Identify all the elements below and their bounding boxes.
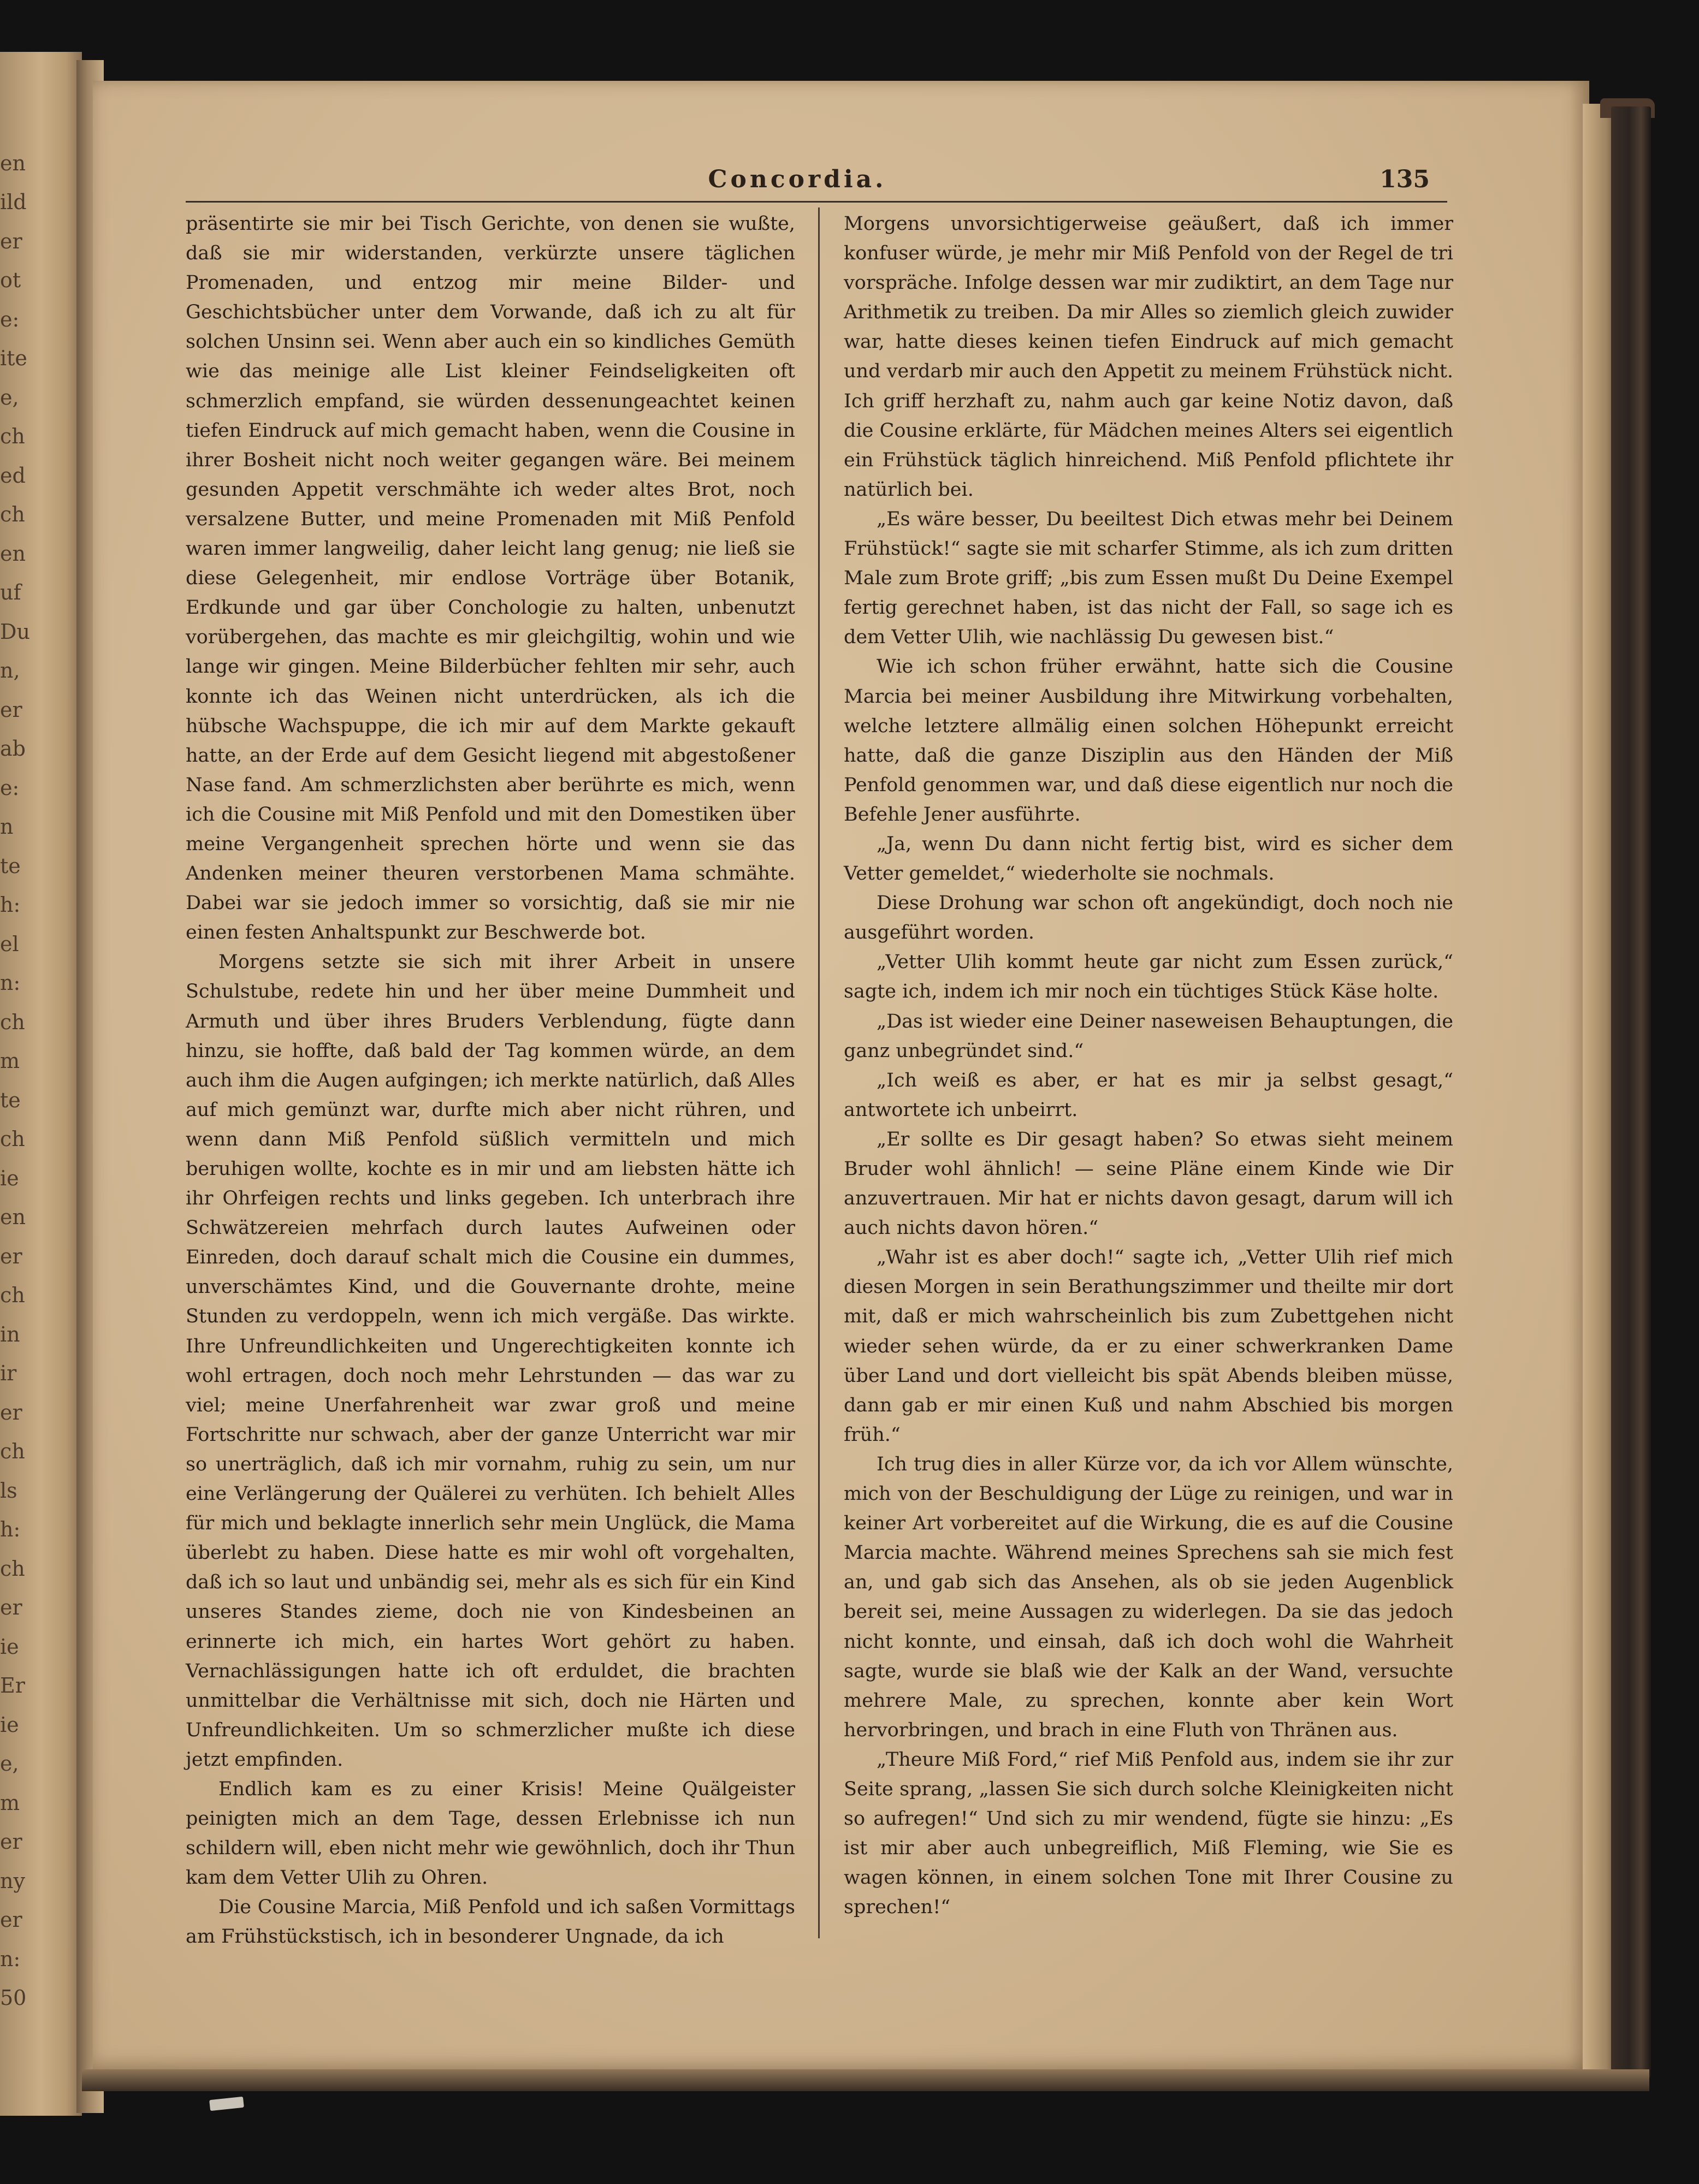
margin-fragment: ny [0,1868,25,1893]
page-title: Concordia. [708,165,887,193]
margin-fragment: m [0,1790,20,1815]
margin-fragment: er [0,229,22,253]
margin-fragment: ot [0,268,21,293]
paragraph: Morgens setzte sie sich mit ihrer Arbeit in unsere Schulstube, redete hin und her über meine Dummheit und Armuth und über ihres Bruders Verblendung, fügte dann hinzu, sie hoffte, daß bald der Tag kommen würde, an dem auch ihm die Augen aufgingen; ich merkte natürlich, daß Alles auf mich gemünzt war, durfte mich aber nicht rühren, und wenn dann Miß Penfold süßlich vermitteln und mich beruhigen wollte, kochte es in mir und am liebsten hätte ich ihr Ohrfeigen rechts und links gegeben. Ich unterbrach ihre Schwätzereien mehrfach durch lautes Aufweinen oder Einreden, doch darauf schalt mich die Cousine ein dummes, unverschämtes Kind, und die Gouvernante drohte, meine Stunden zu verdoppeln, wenn ich mich vergäße. Das wirkte. Ihre Unfreundlichkeiten und Ungerechtigkeiten konnte ich wohl ertragen, doch noch mehr Lehrstunden — das war zu viel; meine Unerfahrenheit war zwar groß und meine Fortschritte nur schwach, aber der ganze Unterricht war mir so unerträglich, daß ich mir vornahm, ruhig zu sein, um nur eine Verlängerung der Quälerei zu verhüten. Ich behielt Alles für mich und beklagte innerlich sehr mein Unglück, die Mama überlebt zu haben. Diese hatte es mir wohl oft vorgehalten, daß ich so laut und unbändig sei, mehr als es sich für ein Kind unseres Standes zieme, doch nie von Kindesbeinen an erinnerte ich mich, ein hartes Wort gehört zu haben. Vernachlässigungen hatte ich oft erduldet, die brachten unmittelbar die Verhältnisse mit sich, doch nie Härten und Unfreundlichkeiten. Um so schmerzlicher mußte ich diese jetzt empfinden. [186,951,795,1771]
margin-fragment: in [0,1322,20,1346]
margin-fragment: el [0,931,19,956]
margin-fragment: ie [0,1712,19,1737]
paragraph: Morgens unvorsichtigerweise geäußert, daß ich immer konfuser würde, je mehr mir Miß Penfold von der Regel de tri vorspräche. Infolge dessen war mir zudiktirt, an dem Tage nur Arithmetik zu treiben. Da mir Alles so ziemlich gleich zuwider war, hatte dieses keinen tiefen Eindruck auf mich gemacht und verdarb mir auch den Appetit zu meinem Frühstück nicht. Ich griff herzhaft zu, nahm auch gar keine Notiz davon, daß die Cousine erklärte, für Mädchen meines Alters sei eigentlich ein Frühstück täglich hinreichend. Miß Penfold pflichtete ihr natürlich bei. [844,213,1453,501]
margin-fragment: h: [0,893,21,917]
paragraph: „Ich weiß es aber, er hat es mir ja selbst gesagt,“ antwortete ich unbeirrt. [844,1069,1453,1121]
paragraph: „Ja, wenn Du dann nicht fertig bist, wird es sicher dem Vetter gemeldet,“ wiederholte sie nochmals. [844,833,1453,885]
margin-fragment: n [0,815,14,839]
margin-fragment: ie [0,1634,19,1659]
margin-fragment: en [0,151,26,175]
text-column-right [844,209,1453,1922]
margin-fragment: ch [0,424,25,449]
margin-fragment: ed [0,463,26,488]
paragraph: Ich trug dies in aller Kürze vor, da ich vor Allem wünschte, mich von der Beschuldigung der Lüge zu reinigen, und war in keiner Art vorbereitet auf die Wirkung, die es auf die Cousine Marcia machte. Während meines Sprechens sah sie mich fest an, und gab sich das Ansehen, als ob sie jeden Augenblick bereit sei, meine Aussagen zu widerlegen. Da sie das jedoch nicht konnte, und einsah, daß ich doch wohl die Wahrheit sagte, wurde sie blaß wie der Kalk an der Wand, versuchte mehrere Male, zu sprechen, konnte aber kein Wort hervorbringen, und brach in eine Fluth von Thränen aus. [844,1453,1453,1741]
margin-fragment: ch [0,1556,25,1581]
paragraph: präsentirte sie mir bei Tisch Gerichte, von denen sie wußte, daß sie mir widerstanden, verkürzte unsere täglichen Promenaden, und entzog mir meine Bilder- und Geschichtsbücher unter dem Vorwande, daß ich zu alt für solchen Unsinn sei. Wenn aber auch ein so kindliches Gemüth wie das meinige alle List kleiner Feindseligkeiten oft schmerzlich empfand, sie würden dessenungeachtet keinen tiefen Eindruck auf mich gemacht haben, wenn die Cousine in ihrer Bosheit nicht noch weiter gegangen wäre. Bei meinem gesunden Appetit verschmähte ich weder altes Brot, noch versalzene Butter, und meine Promenaden mit Miß Penfold waren immer langweilig, daher leicht lang genug; nie ließ sie diese Gelegenheit, mir endlose Vorträge über Botanik, Erdkunde und gar über Conchologie zu halten, unbenutzt vorübergehen, das machte es mir gleichgiltig, wohin und wie lange wir gingen. Meine Bilderbücher fehlten mir sehr, auch konnte ich das Weinen nicht unterdrücken, als ich die hübsche Wachspuppe, die ich mir auf dem Markte gekauft hatte, an der Erde auf dem Gesicht liegend mit abgestoßener Nase fand. Am schmerzlichsten aber berührte es mich, wenn ich die Cousine mit Miß Penfold und mit den Domestiken über meine Vergangenheit sprechen hörte und wenn sie das Andenken meiner theuren verstorbenen Mama schmähte. Dabei war sie jedoch immer so vorsichtig, daß sie mir nie einen festen Anhaltspunkt zur Beschwerde bot. [186,213,795,944]
paragraph: Wie ich schon früher erwähnt, hatte sich die Cousine Marcia bei meiner Ausbildung ihre Mitwirkung vorbehalten, welche letztere allmälig einen solchen Höhepunkt erreicht hatte, daß die ganze Disziplin aus den Händen der Miß Penfold genommen war, und daß diese eigentlich nur noch die Befehle Jener ausführte. [844,656,1453,826]
margin-fragment: 50 [0,1986,27,2010]
paragraph: „Es wäre besser, Du beeiltest Dich etwas mehr bei Deinem Frühstück!“ sagte sie mit scharfer Stimme, als ich zum dritten Male zum Brote griff; „bis zum Essen mußt Du Deine Exempel fertig gerechnet haben, ist das nicht der Fall, so sage ich es dem Vetter Ulih, wie nachlässig Du gewesen bist.“ [844,508,1453,649]
margin-fragment: ch [0,1283,25,1308]
margin-fragment: er [0,1244,22,1268]
header-rule [186,201,1447,203]
paragraph: „Wahr ist es aber doch!“ sagte ich, „Vetter Ulih rief mich diesen Morgen in sein Berathungszimmer und theilte mir dort mit, daß er mich wahrscheinlich bis zum Zubettgehen nicht wieder sehen würde, da er zu einer schwerkranken Dame über Land und dort vielleicht bis spät Abends bleiben müsse, dann gab er mir einen Kuß und nahm Abschied bis morgen früh.“ [844,1247,1453,1446]
text-column-left [186,209,795,1952]
margin-fragment: ch [0,1439,25,1464]
paragraph: „Theure Miß Ford,“ rief Miß Penfold aus, indem sie ihr zur Seite sprang, „lassen Sie sich durch solche Kleinigkeiten nicht so aufregen!“ Und sich zu mir wendend, fügte sie hinzu: „Es ist mir aber auch unbegreiflich, Miß Fleming, wie Sie es wagen können, in einem solchen Tone mit Ihrer Cousine zu sprechen!“ [844,1748,1453,1919]
paragraph: Endlich kam es zu einer Krisis! Meine Quälgeister peinigten mich an dem Tage, dessen Erlebnisse ich nun schildern will, eben nicht mehr wie gewöhnlich, doch ihr Thun kam dem Vetter Ulih zu Ohren. [186,1778,795,1889]
book-binding [1611,106,1651,2078]
margin-fragment: ls [0,1478,17,1503]
margin-fragment: n, [0,658,20,683]
margin-fragment: e, [0,385,19,410]
margin-fragment: er [0,697,22,722]
paragraph: „Das ist wieder eine Deiner naseweisen Behauptungen, die ganz unbegründet sind.“ [844,1010,1453,1062]
margin-fragment: ch [0,1010,25,1034]
margin-fragment: Du [0,619,30,644]
paragraph: Diese Drohung war schon oft angekündigt, doch noch nie ausgeführt worden. [844,892,1453,944]
paragraph: „Vetter Ulih kommt heute gar nicht zum Essen zurück,“ sagte ich, indem ich mir noch ein tüchtiges Stück Käse holte. [844,951,1453,1003]
margin-fragment: e, [0,1752,19,1776]
paper-speck [209,2097,244,2111]
margin-fragment: ite [0,346,27,371]
margin-fragment: ch [0,1127,25,1152]
margin-fragment: en [0,541,26,566]
margin-fragment: Er [0,1673,25,1698]
column-divider [818,207,820,1938]
margin-fragment: n: [0,1946,21,1971]
page-number: 135 [1380,165,1430,193]
margin-fragment: te [0,853,21,878]
margin-fragment: en [0,1205,26,1230]
margin-fragment: n: [0,971,21,995]
margin-fragment: er [0,1830,22,1854]
margin-fragment: e: [0,307,20,331]
margin-fragment: h: [0,1517,21,1542]
margin-fragment: er [0,1908,22,1932]
margin-fragment: ie [0,1166,19,1190]
margin-fragment: er [0,1400,22,1425]
facing-page-edge [0,52,82,2116]
margin-fragment: ab [0,737,26,761]
margin-fragment: ch [0,502,25,527]
margin-fragment: te [0,1088,21,1112]
margin-fragment: e: [0,775,20,800]
paragraph: „Er sollte es Dir gesagt haben? So etwas sieht meinem Bruder wohl ähnlich! — seine Pläne einem Kinde wie Dir anzuvertrauen. Mir hat er nichts davon gesagt, darum will ich auch nichts davon hören.“ [844,1128,1453,1239]
margin-fragment: ir [0,1361,17,1386]
margin-fragment: uf [0,580,21,605]
margin-fragment: m [0,1049,20,1073]
page-bottom-shadow [82,2069,1649,2091]
margin-fragment: er [0,1595,22,1620]
paragraph: Die Cousine Marcia, Miß Penfold und ich saßen Vormittags am Frühstückstisch, ich in besonderer Ungnade, da ich [186,1896,795,1948]
margin-fragment: ild [0,190,27,215]
